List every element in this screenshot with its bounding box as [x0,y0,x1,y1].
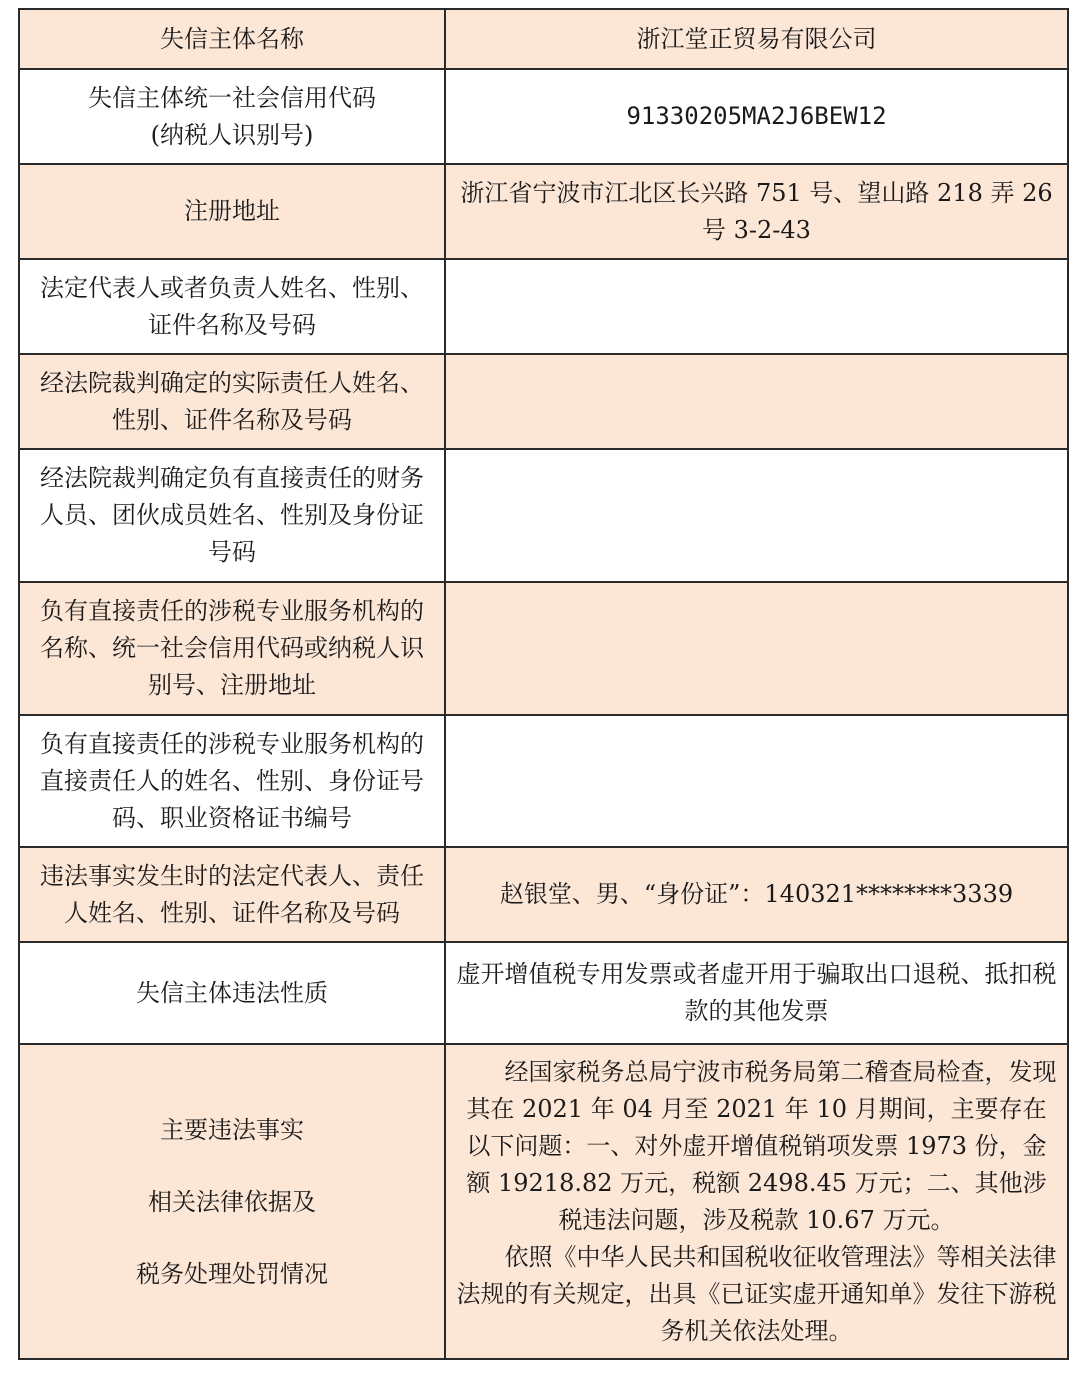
row-label-violation-nature: 失信主体违法性质 [19,942,445,1044]
table-row [19,69,1068,164]
row-value-legal-rep [445,259,1068,354]
row-value-financial-staff [445,449,1068,582]
row-value-representative-at-time: 赵银堂、男、“身份证”：140321********3339 [445,847,1068,942]
table-row [19,942,1068,1044]
row-value-service-agency [445,582,1068,715]
row-value-actual-responsible [445,354,1068,449]
row-label-credit-code [19,69,445,164]
details-label-facts: 主要违法事实 [160,1115,304,1144]
row-label-address: 注册地址 [19,164,445,259]
row-value-credit-code: 91330205MA2J6BEW12 [445,69,1068,164]
table-row [19,582,1068,715]
table-row [19,847,1068,942]
taxpayer-info-table [18,8,1069,1360]
row-value-address: 浙江省宁波市江北区长兴路 751 号、望山路 218 弄 26 号 3-2-43 [445,164,1068,259]
details-paragraph-handling: 依照《中华人民共和国税收征收管理法》等相关法律法规的有关规定，出具《已证实虚开通知单》发往下游税务机关依法处理。 [456,1242,1057,1345]
table-row [19,715,1068,847]
row-label-representative-at-time: 违法事实发生时的法定代表人、责任人姓名、性别、证件名称及号码 [19,847,445,942]
row-label-agency-responsible: 负有直接责任的涉税专业服务机构的直接责任人的姓名、性别、身份证号码、职业资格证书编号 [19,715,445,847]
credit-code-label-line2: (纳税人识别号) [150,120,314,149]
details-paragraph-facts: 经国家税务总局宁波市税务局第二稽查局检查，发现其在 2021 年 04 月至 2021 年 10 月期间，主要存在以下问题：一、对外虚开增值税销项发票 1973 份，金额 19218.82 万元，税额 2498.45 万元；二、其他涉税违法问题，涉及税款 10.67 万元。 [466,1057,1057,1234]
row-label-legal-rep: 法定代表人或者负责人姓名、性别、证件名称及号码 [19,259,445,354]
row-value-agency-responsible [445,715,1068,847]
table-row [19,1044,1068,1359]
credit-code-label-line1: 失信主体统一社会信用代码 [88,83,376,112]
row-value-violation-details [445,1044,1068,1359]
row-label-name: 失信主体名称 [19,9,445,69]
details-label-legal-basis: 相关法律依据及 [148,1187,316,1216]
table-row [19,164,1068,259]
row-value-name: 浙江堂正贸易有限公司 [445,9,1068,69]
table-row [19,259,1068,354]
row-label-violation-details [19,1044,445,1359]
row-label-financial-staff: 经法院裁判确定负有直接责任的财务人员、团伙成员姓名、性别及身份证号码 [19,449,445,582]
row-label-actual-responsible: 经法院裁判确定的实际责任人姓名、性别、证件名称及号码 [19,354,445,449]
row-value-violation-nature: 虚开增值税专用发票或者虚开用于骗取出口退税、抵扣税款的其他发票 [445,942,1068,1044]
table-row [19,9,1068,69]
row-label-service-agency: 负有直接责任的涉税专业服务机构的名称、统一社会信用代码或纳税人识别号、注册地址 [19,582,445,715]
table-row [19,354,1068,449]
table-row [19,449,1068,582]
details-label-penalty: 税务处理处罚情况 [136,1259,328,1288]
